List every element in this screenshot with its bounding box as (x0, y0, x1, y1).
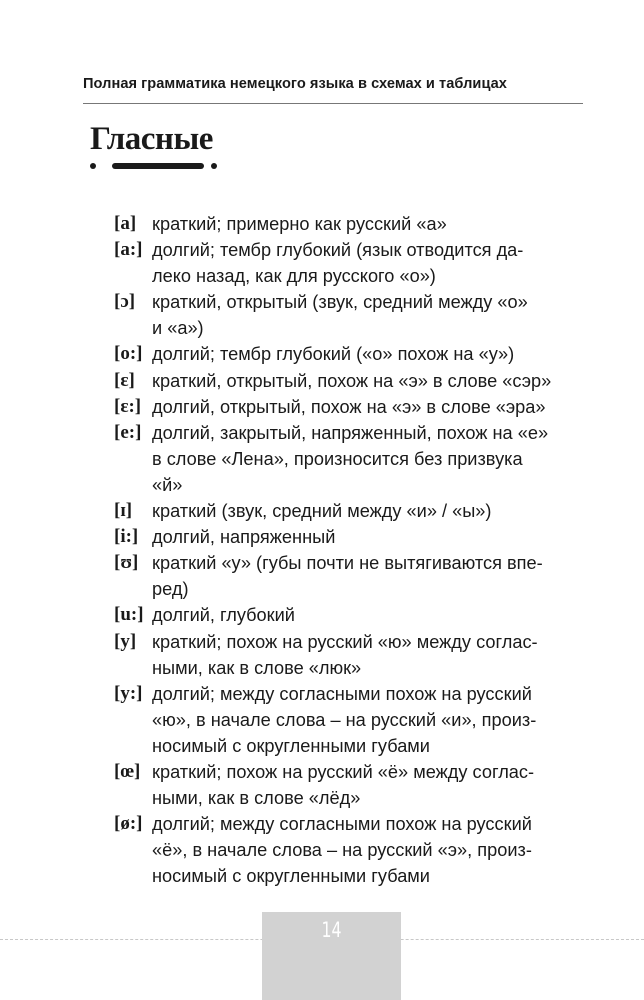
description-line: «й» (152, 474, 183, 495)
description-line: в слове «Лена», произносится без призвука (152, 448, 523, 469)
phonetic-symbol: [y] (114, 630, 137, 652)
phonetic-symbol: [ʊ] (114, 552, 139, 574)
vowel-description (152, 368, 584, 394)
phonetic-symbol: [ɛ:] (114, 395, 142, 417)
phonetic-symbol: [o:] (114, 343, 143, 365)
vowel-description (152, 289, 584, 341)
title-decoration-dot-left (90, 163, 96, 169)
vowel-entry (114, 524, 584, 550)
vowel-entry (114, 550, 584, 602)
phonetic-symbol: [œ] (114, 760, 141, 782)
phonetic-symbol: [a:] (114, 239, 143, 261)
description-line: долгий; тембр глубокий («о» похож на «у») (152, 344, 515, 365)
vowel-entry (114, 602, 584, 628)
vowel-description (152, 420, 584, 498)
description-line: долгий, открытый, похож на «э» в слове «эра» (152, 396, 546, 417)
description-line: краткий; примерно как русский «а» (152, 214, 447, 234)
vowel-description (152, 524, 584, 550)
description-line: долгий, закрытый, напряженный, похож на «е» (152, 422, 549, 443)
description-line: краткий, открытый, похож на «э» в слове «сэр» (152, 370, 552, 391)
header-rule (83, 103, 583, 104)
description-line: ными, как в слове «люк» (152, 657, 362, 678)
page-number: 14 (321, 918, 342, 942)
phonetic-symbol: [a] (114, 213, 137, 234)
description-line: леко назад, как для русского «о») (152, 266, 436, 287)
vowel-entry (114, 420, 584, 498)
phonetic-symbol: [y:] (114, 682, 143, 704)
title-decoration-dot-right (211, 163, 217, 169)
description-line: долгий; между согласными похож на русский (152, 683, 532, 704)
phonetic-symbol: [ɔ] (114, 291, 136, 313)
vowel-description (152, 341, 584, 367)
vowel-entry (114, 629, 584, 681)
vowel-entry (114, 811, 584, 889)
description-line: носимый с округленными губами (152, 866, 430, 887)
description-line: долгий; тембр глубокий (язык отводится да- (152, 240, 524, 261)
description-line: краткий (звук, средний между «и» / «ы») (152, 501, 492, 522)
description-line: и «а») (152, 318, 204, 339)
description-line: долгий, напряженный (152, 527, 336, 548)
vowel-description (152, 681, 584, 759)
vowel-entry (114, 237, 584, 289)
description-line: долгий, глубокий (152, 605, 295, 626)
phonetic-symbol: [u:] (114, 604, 144, 626)
vowel-description (152, 811, 584, 889)
vowel-entry (114, 211, 584, 237)
vowel-description (152, 629, 584, 681)
phonetic-symbol: [e:] (114, 421, 142, 443)
vowel-description (152, 602, 584, 628)
section-title: Гласные (90, 121, 213, 157)
phonetic-symbol: [i:] (114, 526, 139, 548)
vowel-list (114, 211, 584, 889)
description-line: «ё», в начале слова – на русский «э», произ- (152, 840, 532, 861)
phonetic-symbol: [ɪ] (114, 500, 133, 522)
description-line: краткий; похож на русский «ё» между соглас- (152, 761, 535, 782)
vowel-description (152, 550, 584, 602)
vowel-entry (114, 289, 584, 341)
page-number-box (262, 912, 401, 1000)
vowel-description (152, 394, 584, 420)
description-line: краткий «у» (губы почти не вытягиваются впе- (152, 553, 543, 574)
vowel-description (152, 498, 584, 524)
vowel-entry (114, 498, 584, 524)
description-line: краткий; похож на русский «ю» между соглас- (152, 631, 538, 652)
vowel-description (152, 211, 584, 237)
vowel-entry (114, 394, 584, 420)
title-decoration-bar (112, 163, 204, 169)
description-line: «ю», в начале слова – на русский «и», произ- (152, 709, 537, 730)
vowel-description (152, 759, 584, 811)
description-line: ред) (152, 579, 189, 600)
vowel-entry (114, 681, 584, 759)
running-head: Полная грамматика немецкого языка в схемах и таблицах (83, 76, 507, 92)
description-line: ными, как в слове «лёд» (152, 788, 361, 809)
phonetic-symbol: [ɛ] (114, 369, 135, 391)
vowel-description (152, 237, 584, 289)
vowel-entry (114, 368, 584, 394)
description-line: краткий, открытый (звук, средний между «о» (152, 292, 528, 313)
description-line: носимый с округленными губами (152, 735, 430, 756)
description-line: долгий; между согласными похож на русский (152, 814, 532, 835)
vowel-entry (114, 759, 584, 811)
vowel-entry (114, 341, 584, 367)
phonetic-symbol: [ø:] (114, 813, 143, 835)
